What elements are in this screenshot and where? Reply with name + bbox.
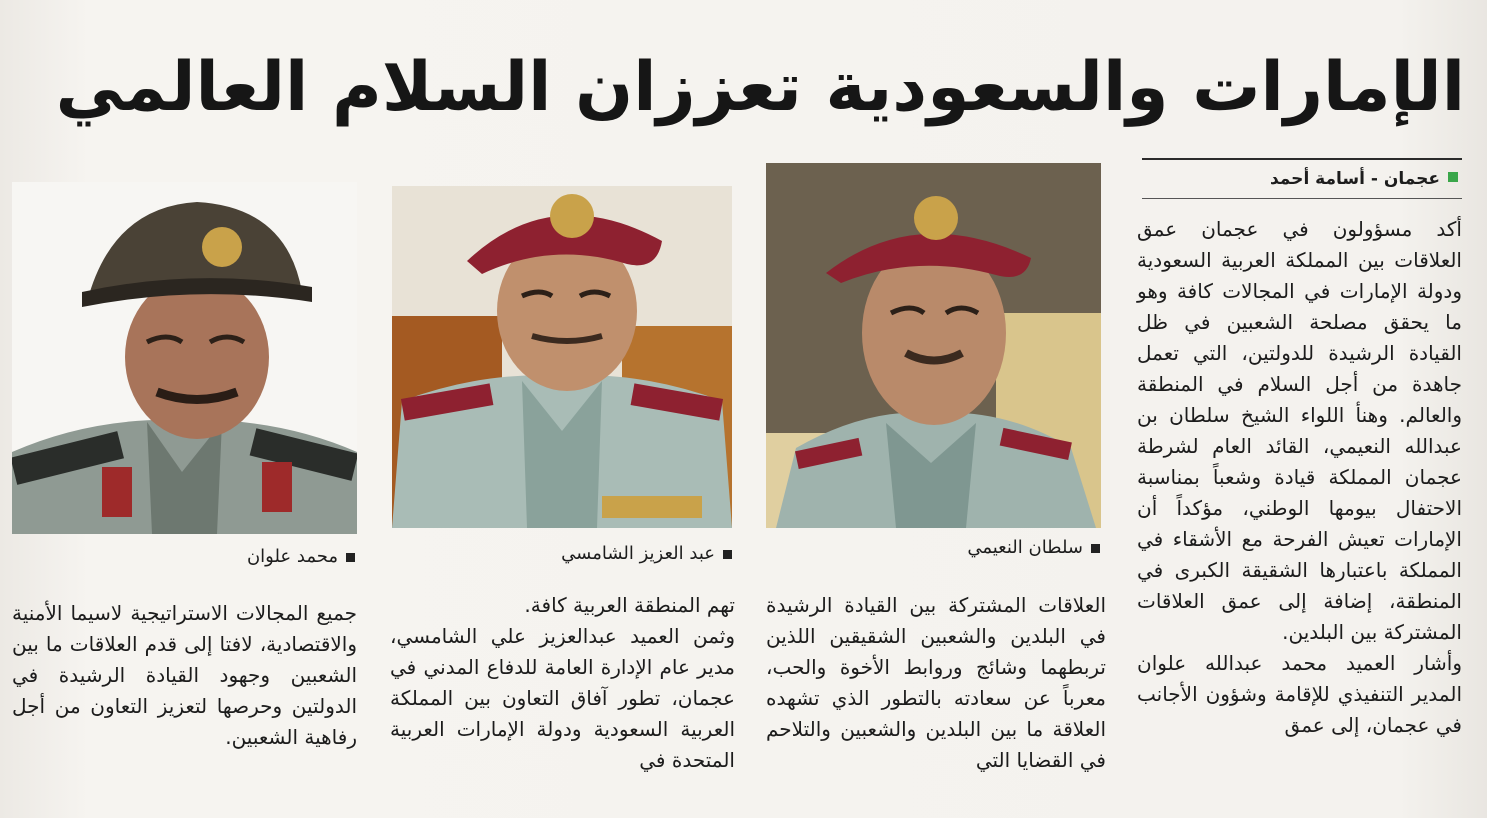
caption-square-icon	[723, 550, 732, 559]
paragraph: تهم المنطقة العربية كافة.	[524, 593, 735, 617]
photo-caption	[520, 541, 732, 567]
portrait-officer-icon	[766, 163, 1101, 528]
photo-abdulaziz-alshamsi	[392, 186, 732, 528]
article-column-3	[390, 590, 735, 805]
caption-text: سلطان النعيمي	[967, 537, 1083, 558]
portrait-officer-icon	[392, 186, 732, 528]
byline-text: عجمان - أسامة أحمد	[1269, 169, 1440, 189]
headline: الإمارات والسعودية تعززان السلام العالمي	[55, 48, 1465, 127]
paragraph: وثمن العميد عبدالعزيز علي الشامسي، مدير عام الإدارة العامة للدفاع المدني في عجمان، تطور آفاق التعاون بين المملكة العربية السعودية ودولة الإمارات العربية المتحدة في	[390, 624, 735, 772]
paragraph: جميع المجالات الاستراتيجية لاسيما الأمنية والاقتصادية، لافتا إلى قدم العلاقات ما بين الشعبين وجهود القيادة الرشيدة في الدولتين وحرصها لتعزيز التعاون من أجل رفاهية الشعبين.	[12, 601, 357, 749]
photo-caption	[900, 535, 1100, 561]
caption-square-icon	[346, 553, 355, 562]
article-column-2	[766, 590, 1106, 805]
paragraph: وأشار العميد محمد عبدالله علوان المدير التنفيذي للإقامة وشؤون الأجانب في عجمان، إلى عمق	[1137, 651, 1462, 737]
caption-text: عبد العزيز الشامسي	[561, 543, 715, 564]
photo-sultan-alnuaimi	[766, 163, 1101, 528]
byline-bar	[1142, 158, 1462, 199]
photo-mohammed-alwan	[12, 182, 357, 534]
paragraph: العلاقات المشتركة بين القيادة الرشيدة في البلدين والشعبين الشقيقين اللذين تربطهما وشائج وروابط الأخوة والحب، معرباً عن سعادته بالتطور الذي تشهده العلاقة ما بين البلدين والشعبين والتلاحم في القضايا التي	[766, 593, 1106, 772]
portrait-officer-icon	[12, 182, 357, 534]
article-column-1	[1137, 214, 1462, 804]
green-square-icon	[1448, 172, 1458, 182]
photo-caption	[180, 544, 355, 570]
caption-square-icon	[1091, 544, 1100, 553]
paragraph: أكد مسؤولون في عجمان عمق العلاقات بين المملكة العربية السعودية ودولة الإمارات في المجالات كافة وهو ما يحقق مصلحة الشعبين في ظل القيادة الرشيدة للدولتين، التي تعمل جاهدة من أجل السلام في المنطقة والعالم. وهنأ اللواء الشيخ سلطان بن عبدالله النعيمي، القائد العام لشرطة عجمان المملكة قيادة وشعباً بمناسبة الاحتفال بيومها الوطني، مؤكداً أن الإمارات تعيش الفرحة مع الأشقاء في المملكة باعتبارها الشقيقة الكبرى في المنطقة، إضافة إلى عمق العلاقات المشتركة بين البلدين.	[1137, 217, 1462, 644]
article-column-4	[12, 598, 357, 808]
caption-text: محمد علوان	[246, 546, 338, 567]
